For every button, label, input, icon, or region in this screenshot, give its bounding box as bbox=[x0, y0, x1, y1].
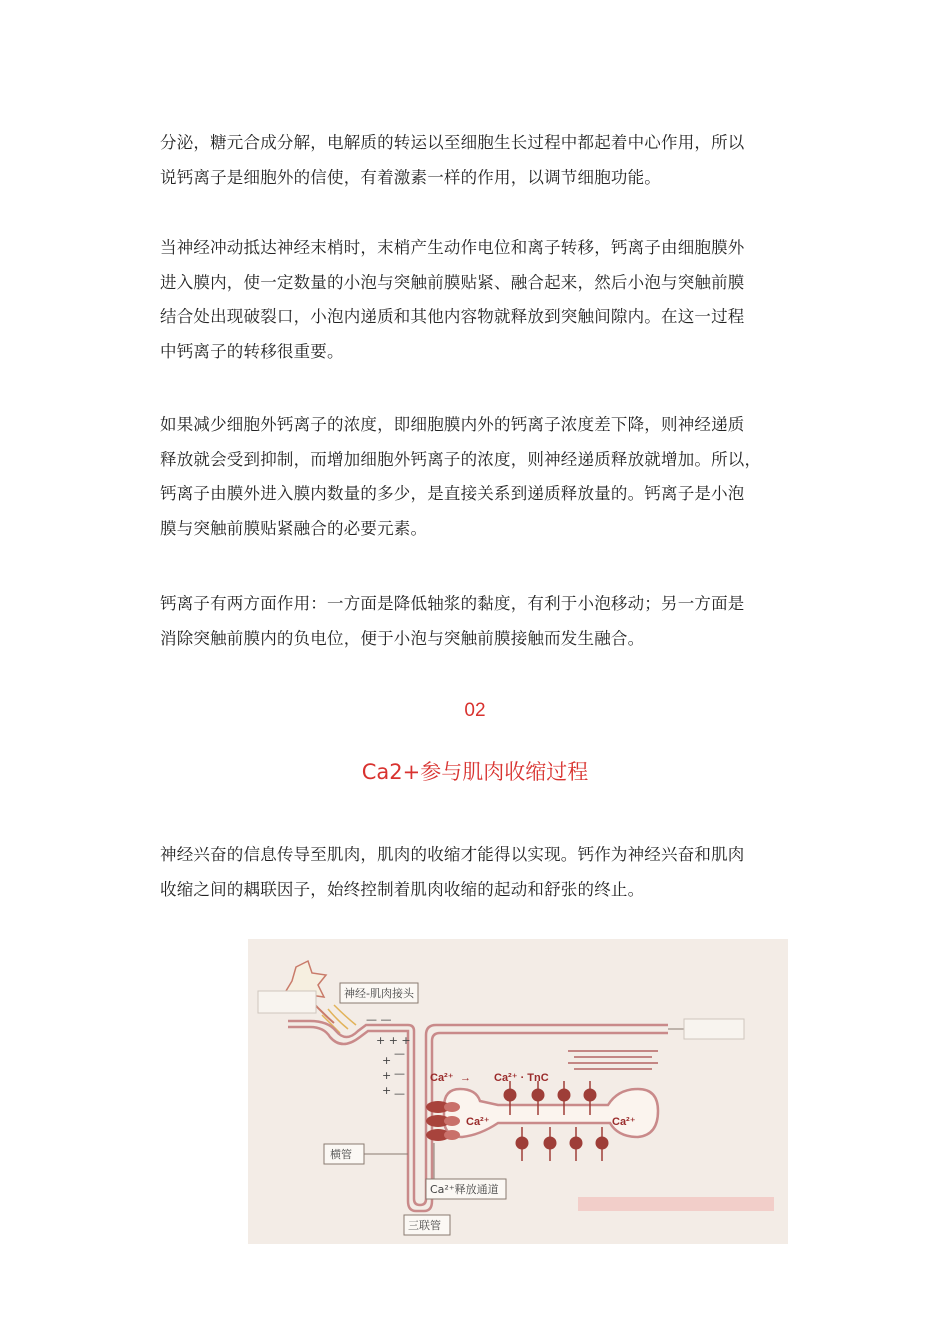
muscle-contraction-figure bbox=[248, 939, 788, 1244]
t-tubule-label: 横管 bbox=[330, 1148, 352, 1161]
svg-text:—: — bbox=[394, 1047, 405, 1060]
paragraph-line: 膜与突触前膜贴紧融合的必要元素。 bbox=[160, 518, 428, 538]
paragraph-line: 中钙离子的转移很重要。 bbox=[160, 341, 344, 361]
myofibril-lines bbox=[568, 1051, 658, 1069]
paragraph-line: 释放就会受到抑制，而增加细胞外钙离子的浓度，则神经递质释放就增加。所以， bbox=[160, 449, 762, 469]
paragraph-line: 结合处出现破裂口，小泡内递质和其他内容物就释放到突触间隙内。在这一过程 bbox=[160, 307, 745, 326]
release-channel-icons bbox=[426, 1101, 460, 1141]
ca-label-left: Ca²⁺ bbox=[466, 1116, 490, 1128]
svg-text:+: + bbox=[382, 1069, 392, 1082]
paragraph-line: 如果减少细胞外钙离子的浓度，即细胞膜内外的钙离子浓度差下降，则神经递质 bbox=[160, 415, 745, 434]
paragraph-line: 钙离子有两方面作用：一方面是降低轴浆的黏度，有利于小泡移动；另一方面是 bbox=[160, 594, 745, 613]
watermark bbox=[578, 1197, 774, 1211]
paragraph-line: 神经兴奋的信息传导至肌肉，肌肉的收缩才能得以实现。钙作为神经兴奋和肌肉 bbox=[160, 845, 745, 864]
paragraph-line: 当神经冲动抵达神经末梢时，末梢产生动作电位和离子转移，钙离子由细胞膜外 bbox=[160, 238, 745, 257]
svg-text:—: — bbox=[394, 1087, 405, 1100]
svg-text:+: + bbox=[382, 1054, 392, 1067]
paragraph-2 bbox=[160, 231, 800, 369]
sarcoplasmic-reticulum bbox=[444, 1089, 658, 1137]
svg-text:+: + bbox=[382, 1084, 392, 1097]
paragraph-line: 钙离子由膜外进入膜内数量的多少，是直接关系到递质释放量的。钙离子是小泡 bbox=[160, 484, 745, 503]
ca-arrow: → bbox=[460, 1072, 471, 1084]
membrane-charge-positive: + + + bbox=[376, 1034, 411, 1047]
nmj-label: 神经-肌肉接头 bbox=[344, 987, 414, 1000]
paragraph-line: 进入膜内，使一定数量的小泡与突触前膜贴紧、融合起来，然后小泡与突触前膜 bbox=[160, 272, 745, 292]
paragraph-line: 消除突触前膜内的负电位，便于小泡与突触前膜接触而发生融合。 bbox=[160, 628, 645, 648]
paragraph-5 bbox=[160, 838, 800, 907]
paragraph-line: 收缩之间的耦联因子，始终控制着肌肉收缩的起动和舒张的终止。 bbox=[160, 879, 645, 899]
paragraph-3 bbox=[160, 408, 800, 546]
paragraph-line: 说钙离子是细胞外的信使，有着激素一样的作用，以调节细胞功能。 bbox=[160, 167, 661, 187]
triad-label: 三联管 bbox=[408, 1219, 441, 1232]
ca-tnc-label: Ca²⁺ · TnC bbox=[494, 1072, 549, 1084]
paragraph-1 bbox=[160, 126, 800, 195]
svg-text:—: — bbox=[394, 1067, 405, 1080]
section-title: Ca2+参与肌肉收缩过程 bbox=[361, 760, 589, 784]
paragraph-4 bbox=[160, 587, 800, 656]
release-channel-label: Ca²⁺释放通道 bbox=[430, 1183, 499, 1196]
ca-label-right: Ca²⁺ bbox=[612, 1116, 636, 1128]
section-number: 02 bbox=[464, 700, 486, 721]
paragraph-line: 分泌，糖元合成分解，电解质的转运以至细胞生长过程中都起着中心作用，所以 bbox=[160, 133, 745, 152]
ca-label-top: Ca²⁺ bbox=[430, 1072, 454, 1084]
membrane-charge-negative: — — bbox=[366, 1013, 392, 1026]
